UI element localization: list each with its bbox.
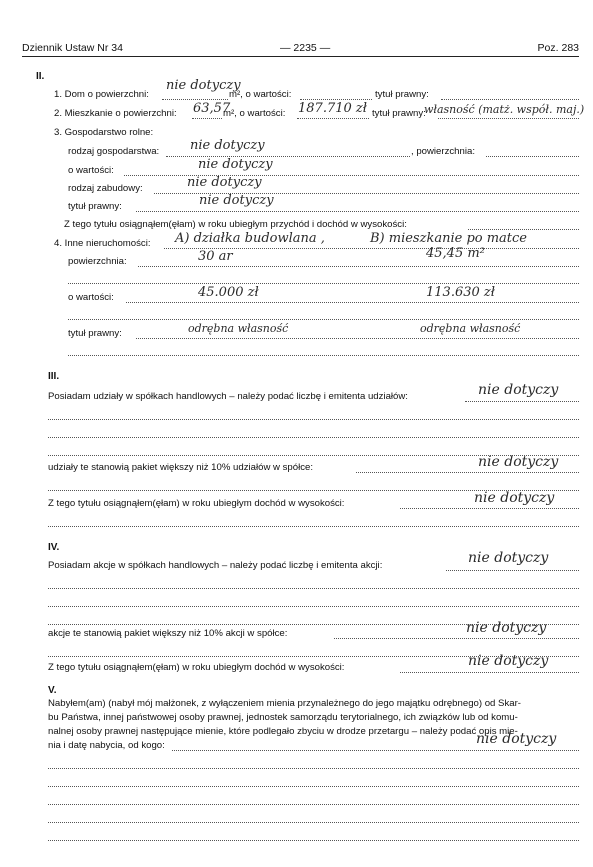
other-title-b: odrębna własność [420,322,521,335]
position-number: Poz. 283 [537,42,579,54]
acquisition-line-6 [48,840,579,841]
farm-area-line [486,156,579,157]
shares-10pct-label: udziały te stanowią pakiet większy niż 10% udziałów w spółce: [48,462,314,473]
stocks-line-2 [48,588,579,589]
farm-value-value: nie dotyczy [198,157,273,172]
stocks-income-line [400,672,579,673]
shares-income-value: nie dotyczy [474,490,555,506]
stocks-line [446,570,579,571]
other-area-label: powierzchnia: [68,256,127,267]
farm-title-value: nie dotyczy [199,193,274,208]
other-title-line [136,338,579,339]
acquisition-line [172,750,579,751]
farm-value-label: o wartości: [68,165,114,176]
other-title-a: odrębna własność [188,322,289,335]
flat-area-value: 63,57 [193,101,231,116]
acquisition-text-line-1: Nabyłem(am) (nabył mój małżonek, z wyłączeniem mienia przynależnego do jego majątku odrębnego) od Skar- [48,698,521,709]
stocks-value: nie dotyczy [468,550,549,566]
farm-income-label: Z tego tytułu osiągnąłem(ęłam) w roku ubiegłym przychód i dochód w wysokości: [64,219,407,230]
stocks-10pct-value: nie dotyczy [466,620,547,636]
other-value-label: o wartości: [68,292,114,303]
acquisition-text-line-2: bu Państwa, innej państwowej osoby prawnej, jednostek samorządu terytorialnego, ich związków lub od komu- [48,712,518,723]
farm-buildings-value: nie dotyczy [187,175,262,190]
flat-title-label: tytuł prawny: [372,108,426,119]
house-title-line [441,99,579,100]
farm-type-label: rodzaj gospodarstwa: [68,146,160,157]
shares-line-2 [48,419,579,420]
section-v-heading: V. [48,685,57,696]
page-number: — 2235 — [280,42,331,54]
shares-10pct-line [356,472,579,473]
shares-line-3 [48,437,579,438]
shares-value: nie dotyczy [478,382,559,398]
other-value-a: 45.000 zł [198,285,259,300]
flat-area-label: 2. Mieszkanie o powierzchni: [54,108,177,119]
flat-m2-label: m², o wartości: [223,108,286,119]
farm-buildings-label: rodzaj zabudowy: [68,183,143,194]
other-area-line-2 [68,283,579,284]
flat-area-line [192,118,222,119]
stocks-income-value: nie dotyczy [468,653,549,669]
stocks-label: Posiadam akcje w spółkach handlowych – należy podać liczbę i emitenta akcji: [48,560,383,571]
farm-area-label: , powierzchnia: [411,146,475,157]
house-area-line [162,99,228,100]
acquisition-line-4 [48,804,579,805]
other-value-line [126,302,579,303]
house-title-label: tytuł prawny: [375,89,429,100]
shares-income-line [400,508,579,509]
flat-value-line [297,118,369,119]
other-value-line-2 [68,319,579,320]
house-area-value: nie dotyczy [166,78,241,93]
shares-10pct-value: nie dotyczy [478,454,559,470]
farm-title-label: tytuł prawny: [68,201,122,212]
farm-label: 3. Gospodarstwo rolne: [54,127,154,138]
section-ii-heading: II. [36,71,45,82]
header-rule [22,56,579,57]
acquisition-line-2 [48,768,579,769]
acquisition-value: nie dotyczy [476,731,557,747]
stocks-10pct-line [334,638,579,639]
journal-title: Dziennik Ustaw Nr 34 [22,42,123,54]
section-iii-heading: III. [48,371,60,382]
other-title-line-2 [68,355,579,356]
shares-line [465,401,579,402]
section-iv-heading: IV. [48,542,60,553]
flat-title-value: własność (matż. współ. maj.) [424,103,585,116]
farm-type-value: nie dotyczy [190,138,265,153]
shares-income-label: Z tego tytułu osiągnąłem(ęłam) w roku ubiegłym dochód w wysokości: [48,498,345,509]
stocks-10pct-label: akcje te stanowią pakiet większy niż 10% akcji w spółce: [48,628,288,639]
flat-title-line [438,118,579,119]
other-area-b: 45,45 m² [426,246,485,261]
acquisition-line-3 [48,786,579,787]
house-value-line [300,99,372,100]
house-area-label: 1. Dom o powierzchni: [54,89,149,100]
other-area-line [138,266,579,267]
other-title-label: tytuł prawny: [68,328,122,339]
other-area-a: 30 ar [198,249,233,264]
acquisition-line-5 [48,822,579,823]
house-m2-label: m², o wartości: [229,89,292,100]
other-property-b: B) mieszkanie po matce [370,231,527,246]
shares-income-line-2 [48,526,579,527]
shares-label: Posiadam udziały w spółkach handlowych – należy podać liczbę i emitenta udziałów: [48,391,408,402]
other-property-a: A) działka budowlana , [175,231,325,246]
stocks-line-3 [48,606,579,607]
stocks-income-label: Z tego tytułu osiągnąłem(ęłam) w roku ubiegłym dochód w wysokości: [48,662,345,673]
farm-title-line [136,211,579,212]
flat-value: 187.710 zł [298,101,367,116]
other-property-label: 4. Inne nieruchomości: [54,238,151,249]
farm-income-line [468,229,579,230]
acquisition-text-line-4: nia i datę nabycia, od kogo: [48,740,165,751]
other-value-b: 113.630 zł [426,285,495,300]
acquisition-text-line-3: nalnej osoby prawnej następujące mienie, które podlegało zbyciu w drodze przetargu – należy podać opis mie- [48,726,518,737]
